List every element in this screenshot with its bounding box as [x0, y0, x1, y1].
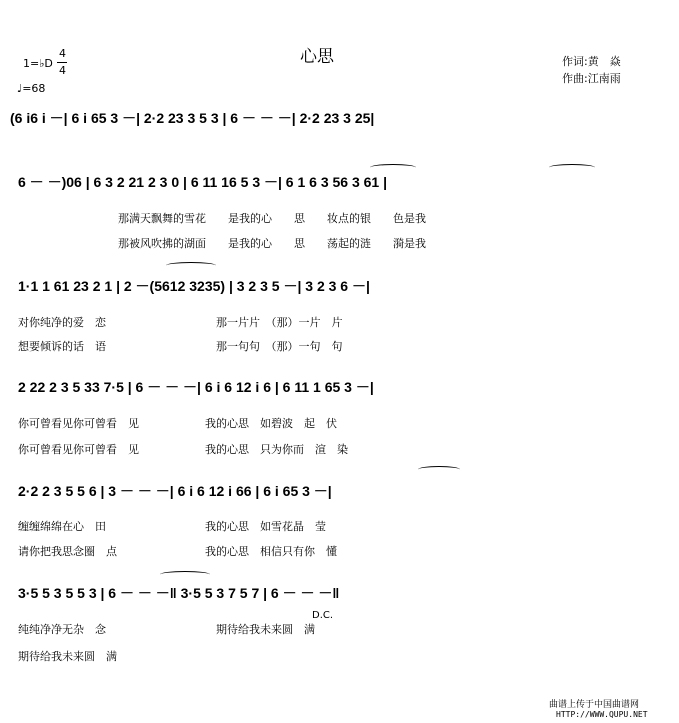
- score-row-4-notes: 2 22 2 3 5 33 7·5 | 6 － － －| 6 i 6 12 i 6 | 6 11 1 65 3 －|: [18, 379, 374, 395]
- tie-arc: [549, 164, 595, 171]
- score-row-3-notes: 1·1 1 61 23 2 1 | 2 －(5612 3235) | 3 2 3 5 －| 3 2 3 6 －|: [18, 278, 370, 294]
- score-row-5-lyrics-verse1: 缠缠绵绵在心 田 我的心思 如雪花晶 莹: [18, 520, 326, 533]
- score-row-1-notes: (6 i6 i －| 6 i 65 3 －| 2·2 23 3 5 3 | 6 － － －| 2·2 23 3 25|: [10, 110, 375, 126]
- time-signature-bottom: 4: [59, 64, 66, 77]
- composer-credit: 作曲:江南雨: [562, 72, 621, 85]
- score-row-4-lyrics-verse1: 你可曾看见你可曾看 见 我的心思 如碧波 起 伏: [18, 417, 337, 430]
- time-signature-top: 4: [59, 47, 66, 60]
- tempo-mark: ♩=68: [17, 82, 46, 95]
- dc-mark: D.C.: [312, 610, 334, 621]
- score-row-6-notes: 3·5 5 3 5 5 3 | 6 － － －‖ 3·5 5 3 7 5 7 | 6 － － －‖: [18, 585, 340, 601]
- score-row-2-notes: 6 － －)06 | 6 3 2 21 2 3 0 | 6 11 16 5 3 －| 6 1 6 3 56 3 61 |: [18, 174, 388, 190]
- score-row-4-lyrics-verse2: 你可曾看见你可曾看 见 我的心思 只为你而 渲 染: [18, 443, 348, 456]
- score-row-3-lyrics-verse1: 对你纯净的爱 恋 那一片片 （那）一片 片: [18, 316, 343, 329]
- score-row-5-lyrics-verse2: 请你把我思念圈 点 我的心思 相信只有你 懂: [18, 545, 337, 558]
- score-row-2-lyrics-verse2: 那被风吹拂的湖面 是我的心 思 荡起的涟 漪是我: [118, 237, 426, 250]
- score-row-5-notes: 2·2 2 3 5 5 6 | 3 － － －| 6 i 6 12 i 66 | 6 i 65 3 －|: [18, 483, 332, 499]
- tie-arc: [160, 571, 210, 578]
- page-title: 心思: [300, 47, 334, 67]
- tie-arc: [166, 262, 216, 269]
- score-row-6-lyrics-verse2: 期待给我未来圆 满: [18, 650, 117, 663]
- score-row-3-lyrics-verse2: 想要倾诉的话 语 那一句句 （那）一句 句: [18, 340, 343, 353]
- time-signature-line: [57, 62, 67, 63]
- tie-arc: [370, 164, 416, 171]
- tie-arc: [418, 466, 460, 473]
- footer-site-name: 曲谱上传于中国曲谱网: [549, 700, 640, 710]
- score-row-6-lyrics-verse1: 纯纯净净无杂 念 期待给我未来圆 满: [18, 623, 315, 636]
- lyricist-credit: 作词:黄 焱: [562, 55, 621, 68]
- footer-site-url: HTTP://WWW.QUPU.NET: [556, 710, 648, 719]
- score-row-2-lyrics-verse1: 那满天飘舞的雪花 是我的心 思 妆点的银 色是我: [118, 212, 426, 225]
- key-signature: 1=♭D: [23, 57, 53, 70]
